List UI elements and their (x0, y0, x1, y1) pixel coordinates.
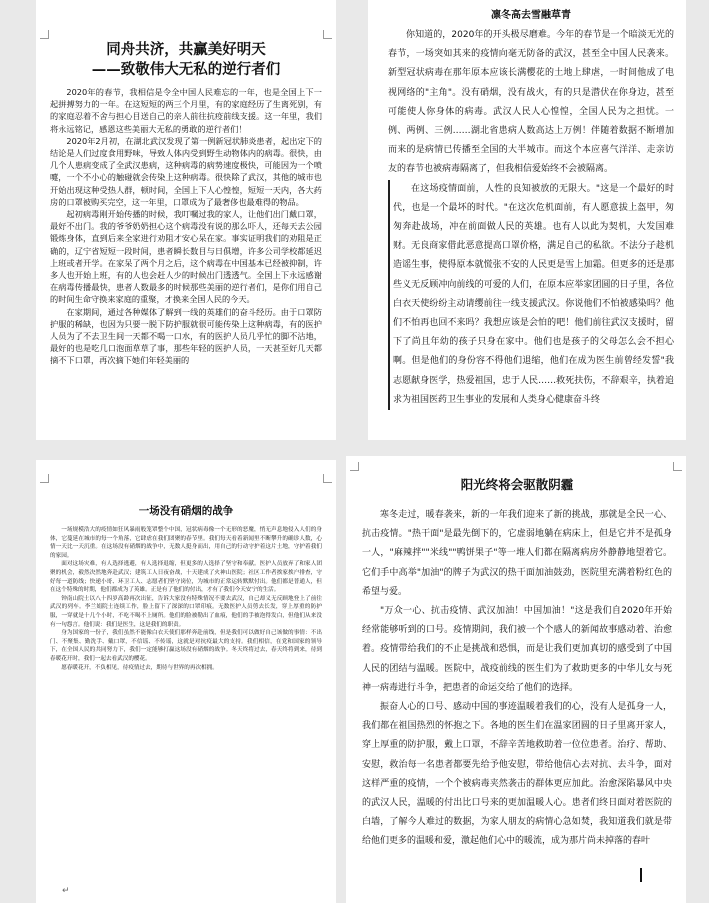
paragraph: 2020年的春节，我相信是令全中国人民难忘的一年，也是全国上下一起拼搏努力的一年。在这短短的两三个月里，有的家庭经历了生离死别，有的家庭忍着不舍与担心目送自己的亲人前往抗疫前线支援。这一年里，我们将永远铭记，感恩这些美丽大无私的勇敢的逆行者们！ (50, 87, 322, 134)
document-page-2 (368, 0, 686, 440)
document-page-4 (346, 456, 686, 903)
corner-mark (40, 30, 49, 39)
essay-title-line2: ——致敬伟大无私的逆行者们 (91, 62, 281, 78)
paragraph: 在家期间，通过各种媒体了解到一线的英雄们的奋斗经历。由于口罩防护服的稀缺，也因为只要一脱下防护服就很可能传染上这种病毒，有的医护人员为了不去卫生间一天都不喝一口水，有的医护人员几乎忙的脚不沾地，最好的也是吃几口泡面草草了事，那些年轻的医护人员，一天甚至好几天都摘不下口罩，再次摘下她们年轻美丽的 (50, 306, 322, 366)
paragraph: 钟南山院士以八十四岁高龄再次出征，告诉大家没有特殊情况不要去武汉，自己却义无反顾地登上了前往武汉的列车。李兰娟院士连续工作，脸上留下了深深的口罩印痕。无数医护人员剪去长发，穿上厚重的防护服，一穿就是十几个小时，不吃不喝不上厕所。他们的脸被勒出了血痕，他们的手被泡得发白，但他们从来没有一句怨言。他们说：我们是医生，这是我们的职责。 (50, 595, 322, 628)
corner-mark (673, 462, 682, 471)
paragraph: 面对这场灾难，有人选择逃避，有人选择退缩，但更多的人选择了坚守和奉献。医护人员放弃了和家人团聚的机会，毅然决然地奔赴武汉；建筑工人日夜奋战，十天建成了火神山医院；社区工作者挨家挨户排查，守好每一道防线；快递小哥、环卫工人、志愿者们坚守岗位，为城市的正常运转默默付出。他们都是普通人，但在这个特殊的时期，他们都成为了英雄。正是有了他们的付出，才有了我们今天安宁的生活。 (50, 561, 322, 594)
corner-mark (323, 474, 332, 483)
corner-mark (40, 474, 49, 483)
text-cursor (640, 868, 642, 882)
paragraph: 2020年2月初，在湖北武汉发现了第一例新冠状肺炎患者，起出定下的结论是人们过度食用野味，导致人体内受到野生动物体内的病毒。很快，由几个人患病变成了全武汉患病，这种病毒的病势速度极快，可能因为一个喷嚏，一个不小心的触碰就会传染上这种病毒。很快除了武汉，其他的城市也开始出现这种受热人群，顿时间，全国上下人心惶惶，短短一天内，各大药房的口罩被购买完空，这一年里，口罩成为了最奢侈也最难得的物品。 (50, 135, 322, 207)
essay-title-line1: 同舟共济，共赢美好明天 (106, 42, 266, 58)
paragraph: 身为国家的一份子，我们虽然不能像白衣天使们那样奔赴前线，但是我们可以做好自己该做的事情：不出门、不聚集、勤洗手、戴口罩，不信谣、不传谣，这就是对抗疫最大的支持。我们相信，在党和国家的领导下，在全国人民的共同努力下，我们一定能够打赢这场没有硝烟的战争。冬天终将过去，春天终将到来，待到春暖花开时，我们一起去看武汉的樱花。 (50, 630, 322, 662)
paragraph: 振奋人心的口号、感动中国的事迹温暖着我们的心，没有人是孤身一人，我们都在祖国热烈的怀抱之下。各地的医生们在温家团圆的日子里离开家人，穿上厚重的防护服，戴上口罩，不辞辛苦地救助着一位位患者。治疗、帮助、安慰，救治每一名患者都要先给予他安慰，带给他信心去对抗、去斗争，面对这样严重的疫情，一个个被病毒夹然袭击的群体更应加此。治愈深陷暴风中央的武汉人民，温暖的付出比口号来的更加温暖人心。患者们终日面对着医院的白墙，了解今人难过的数据，为家人朋友的病情心急如焚，我知道我们就是带给他们更多的温暖和爱，激起他们心中的暖流，成为那片尚未掉落的春叶 (362, 702, 672, 847)
corner-mark (323, 30, 332, 39)
paragraph: 在这场疫情面前，人性的良知被放的无限大。"这是一个最好的时代，也是一个最坏的时代。"在这次危机面前，有人愿意拔上盔甲，匆匆奔赴战场，冲在前面做人民的英雄。也有人以此为契机，大发国难财。无良商家借此恶意提高口罩价格，满足自己的私欲。不法分子趁机造谣生事，使得原本就慌张不安的人民更是雪上加霜。但更多的还是那些义无反顾冲向前线的可爱的人们，在原本应举家团圆的日子里，各位白衣天使纷纷主动请缨前往一线支援武汉。你说他们不怕被感染吗？他们不怕再也回不来吗？我想应该是会怕的吧！他们前往武汉支援时，留下了尚且年幼的孩子只身在家中。他们也是孩子的父母怎么会不担心啊。但是他们的身份容不得他们退缩，他们在成为医生前曾经发誓"我志愿献身医学，热爱祖国，忠于人民……救死扶伤，不辞艰辛，执着追求为祖国医药卫生事业的发展和人类身心健康奋斗终 (388, 180, 674, 410)
document-page-1 (36, 0, 336, 440)
document-page-3 (36, 460, 336, 903)
paragraph: 起初病毒刚开始传播的时候，我叮嘱过我的家人，让他们出门戴口罩，最好不出门。我的爷爷奶奶担心这个病毒没有说的那么吓人，还每天去公园锻炼身体，直到后来全家进行劝阻才安心呆在家。事实证明我们的劝阻是正确的，辽宁省短短一段时间，患者瞬长数目与日俱增，许多公司学校都延迟上班或者开学。在家呆了两个月之后，这个病毒在中国基本已经被抑制，许多人也开始上班，有的人也会赶人少的时候出门透透气。全国上下永远感谢在病毒传播最快，患者人数最多的时候那些美丽的逆行者们，是你们用自己的时间生命守换来家庭的重聚，才换来全国人民的今天。 (50, 209, 322, 305)
essay-title: 凛冬高去雪融草青 (491, 10, 571, 21)
paragraph: 你知道的，2020年的开头极尽磨难。今年的春节是一个暗淡无光的春节，一场突如其来的疫情向毫无防备的武汉，甚至全中国人民袭来。新型冠状病毒在那年原本应该长满樱花的土地上肆虐，一时间他成了电视网络的"主角"。没有硝烟，没有战火，有的只是潜伏在你身边，甚至可能使人你身体的病毒。武汉人民人心惶惶，全国人民为之担忧。一例、两例、三例……湖北省患病人数高达上万例！伴随着数据不断增加而来的是病情已传播至全国的大半城市。而这个本应喜气洋洋、走亲访友的春节也被病毒隔离了，但我相信爱始终不会被隔离。 (388, 30, 674, 175)
return-mark-icon: ↵ (62, 886, 70, 896)
essay-title: 一场没有硝烟的战争 (138, 505, 234, 517)
paragraph: 愿春暖花开，不负相见，待疫情过去，期待与世界的再次相拥。 (61, 664, 218, 671)
paragraph: 寒冬走过，暖春袭来，新的一年我们迎来了新的挑战，那就是全民一心、抗击疫情。"热干面"是最先倒下的，它虚弱地躺在病床上，但是它并不是孤身一人，"麻辣拌""米线""鸭饼果子"等一堆人们都在隔离病房外静静地望着它。它们手中高举"加油"的牌子为武汉的热干面加油鼓劲，医院里充满着粉红色的希望与爱。 (362, 510, 672, 597)
corner-mark (350, 462, 359, 471)
paragraph: "万众一心、抗击疫情、武汉加油！中国加油！"这是我们自2020年开始经常能够听到的口号。疫情期间，我们被一个个感人的新闻故事感动着、治愈着。疫情带给我们的不止是挑战和恐惧，而是让我们更加真切的感受到了中国人民的团结与温暖。医院中，战疫前线的医生们为了救助更多的中华儿女与死神一病毒进行斗争，把患者的命运交给了他们的选择。 (362, 606, 672, 693)
essay-title: 阳光终将会驱散阴霾 (460, 477, 574, 492)
paragraph: 一场规模浩大的疫情如狂风暴雨般笼罩整个中国，冠状病毒像一个无形的恶魔，悄无声息地侵入人们的身体，它蔓延在城市的每一个角落，它肆虐在我们团聚的春节里。我们每天看着新闻里不断攀升的确诊人数，心情一天比一天沉重。在这场没有硝烟的战争中，无数人挺身而出，用自己的行动守护着这片土地，守护着我们的家园。 (50, 527, 322, 559)
